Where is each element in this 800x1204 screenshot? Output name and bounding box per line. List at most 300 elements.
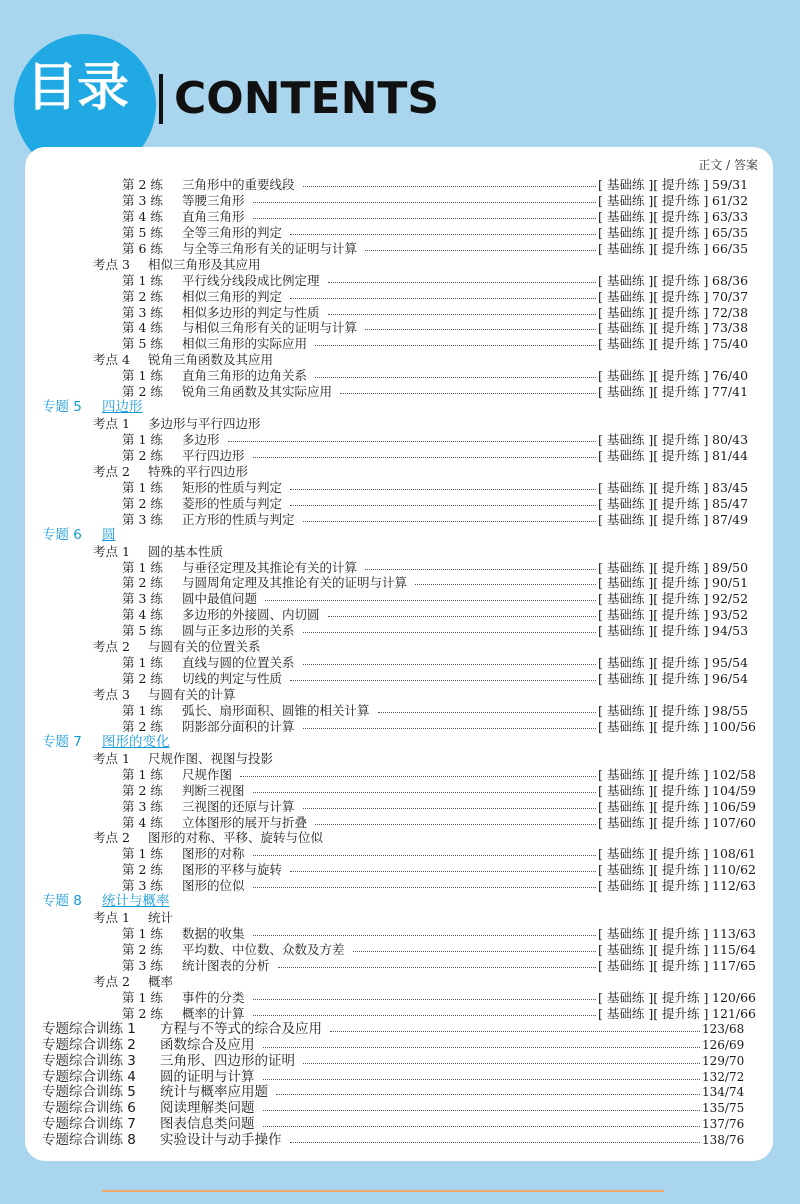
lesson-row[interactable] <box>0 815 800 831</box>
row-title: 实验设计与动手操作 <box>160 1132 282 1149</box>
row-title: 三角形中的重要线段 <box>182 177 295 192</box>
practice-tag: [ 基础练 ][ 提升练 ] <box>598 591 709 607</box>
page-numbers: 112/63 <box>712 878 756 894</box>
dot-leader <box>263 1038 701 1048</box>
row-label: 第 2 练 <box>122 942 163 957</box>
row-label: 考点 1 <box>93 910 130 926</box>
topic-row[interactable] <box>0 735 800 751</box>
lesson-row[interactable] <box>0 623 800 639</box>
dot-leader <box>365 320 596 330</box>
lesson-row[interactable] <box>0 958 800 974</box>
row-title: 概率 <box>148 973 174 989</box>
lesson-row[interactable] <box>0 368 800 384</box>
row-title: 等腰三角形 <box>182 192 245 208</box>
dot-leader <box>290 1133 701 1143</box>
page-numbers: 120/66 <box>712 989 756 1005</box>
page-numbers: 102/58 <box>712 766 756 782</box>
row-label: 第 3 练 <box>122 957 163 973</box>
practice-tag: [ 基础练 ][ 提升练 ] <box>598 320 709 336</box>
row-label: 第 1 练 <box>122 479 163 495</box>
lesson-row[interactable] <box>0 926 800 942</box>
page-numbers: 96/54 <box>712 671 749 687</box>
section-row[interactable] <box>0 910 800 926</box>
practice-tag: [ 基础练 ][ 提升练 ] <box>598 224 709 240</box>
row-label: 考点 3 <box>93 256 130 272</box>
row-title: 多边形 <box>182 432 220 447</box>
section-row[interactable] <box>0 751 800 767</box>
row-label: 第 4 练 <box>122 607 163 623</box>
row-label: 第 2 练 <box>122 1005 163 1021</box>
row-title: 与垂径定理及其推论有关的计算 <box>182 559 358 575</box>
lesson-row[interactable] <box>0 846 800 862</box>
lesson-row[interactable] <box>0 607 800 623</box>
dot-leader <box>330 1022 700 1032</box>
section-row[interactable] <box>0 544 800 560</box>
lesson-row[interactable] <box>0 496 800 512</box>
lesson-row[interactable] <box>0 432 800 448</box>
row-label: 第 1 练 <box>122 702 163 718</box>
dot-leader <box>290 225 596 235</box>
row-title: 多边形的外接圆、内切圆 <box>182 607 320 623</box>
row-label: 第 2 练 <box>122 177 163 192</box>
row-label: 第 1 练 <box>122 846 163 862</box>
practice-tag: [ 基础练 ][ 提升练 ] <box>598 718 709 734</box>
dot-leader <box>290 671 596 681</box>
row-title: 图形的位似 <box>182 878 245 894</box>
row-label: 第 3 练 <box>122 192 163 208</box>
dot-leader <box>253 990 596 1000</box>
dot-leader <box>303 623 596 633</box>
row-title: 图形的对称 <box>182 846 245 862</box>
dot-leader <box>228 432 596 442</box>
page-numbers: 63/33 <box>712 208 749 224</box>
page-numbers: 94/53 <box>712 623 749 639</box>
page-numbers: 108/61 <box>712 846 756 862</box>
lesson-row[interactable] <box>0 575 800 591</box>
row-title: 阴影部分面积的计算 <box>182 718 295 734</box>
practice-tag: [ 基础练 ][ 提升练 ] <box>598 957 709 973</box>
page-numbers: 126/69 <box>702 1037 745 1052</box>
section-row[interactable] <box>0 416 800 432</box>
lesson-row[interactable] <box>0 942 800 958</box>
row-title: 图形的对称、平移、旋转与位似 <box>148 830 324 846</box>
row-label: 第 1 练 <box>122 989 163 1005</box>
page-numbers: 137/76 <box>702 1117 745 1132</box>
row-label: 第 2 练 <box>122 447 163 463</box>
row-label: 考点 2 <box>93 973 130 989</box>
row-label: 专题综合训练 6 <box>42 1100 136 1117</box>
practice-tag: [ 基础练 ][ 提升练 ] <box>598 208 709 224</box>
comprehensive-row[interactable] <box>0 1117 800 1133</box>
practice-tag: [ 基础练 ][ 提升练 ] <box>598 846 709 862</box>
page-numbers: 113/63 <box>712 926 756 942</box>
row-label: 第 2 练 <box>122 384 163 400</box>
row-label: 考点 1 <box>93 543 130 559</box>
dot-leader <box>340 384 596 394</box>
topic-row[interactable] <box>0 894 800 910</box>
row-label: 第 2 练 <box>122 575 163 591</box>
title-en: CONTENTS <box>174 73 440 124</box>
dot-leader <box>303 177 596 187</box>
row-title: 圆 <box>102 526 116 543</box>
row-title: 统计与概率 <box>102 893 170 910</box>
row-title: 矩形的性质与判定 <box>182 479 283 495</box>
page-numbers: 100/56 <box>712 718 756 734</box>
lesson-row[interactable] <box>0 209 800 225</box>
row-title: 阅读理解类问题 <box>160 1100 255 1117</box>
dot-leader <box>263 1117 701 1127</box>
practice-tag: [ 基础练 ][ 提升练 ] <box>598 878 709 894</box>
practice-tag: [ 基础练 ][ 提升练 ] <box>598 511 709 527</box>
lesson-row[interactable] <box>0 305 800 321</box>
practice-tag: [ 基础练 ][ 提升练 ] <box>598 575 709 591</box>
row-title: 函数综合及应用 <box>160 1036 255 1053</box>
lesson-row[interactable] <box>0 336 800 352</box>
page-numbers: 66/35 <box>712 240 749 256</box>
lesson-row[interactable] <box>0 1006 800 1022</box>
topic-row[interactable] <box>0 528 800 544</box>
row-label: 第 2 练 <box>122 718 163 734</box>
section-row[interactable] <box>0 257 800 273</box>
dot-leader <box>315 815 596 825</box>
row-title: 图形的平移与旋转 <box>182 862 283 878</box>
row-title: 相似多边形的判定与性质 <box>182 304 320 320</box>
dot-leader <box>278 958 596 968</box>
row-title: 图形的变化 <box>102 733 170 750</box>
comprehensive-row[interactable] <box>0 1022 800 1038</box>
page-numbers: 68/36 <box>712 272 749 288</box>
row-title: 立体图形的展开与折叠 <box>182 814 308 830</box>
page-numbers: 98/55 <box>712 702 749 718</box>
row-label: 考点 4 <box>93 352 130 368</box>
row-title: 与圆有关的位置关系 <box>148 639 261 655</box>
page-numbers: 134/74 <box>702 1085 745 1100</box>
practice-tag: [ 基础练 ][ 提升练 ] <box>598 304 709 320</box>
lesson-row[interactable] <box>0 177 800 193</box>
row-title: 圆的证明与计算 <box>160 1068 255 1085</box>
lesson-row[interactable] <box>0 273 800 289</box>
row-label: 第 1 练 <box>122 655 163 671</box>
comprehensive-row[interactable] <box>0 1101 800 1117</box>
practice-tag: [ 基础练 ][ 提升练 ] <box>598 607 709 623</box>
row-label: 考点 2 <box>93 639 130 655</box>
row-label: 考点 2 <box>93 463 130 479</box>
dot-leader <box>253 448 596 458</box>
row-label: 专题综合训练 1 <box>42 1020 136 1037</box>
dot-leader <box>328 305 596 315</box>
row-title: 多边形与平行四边形 <box>148 416 261 432</box>
page-numbers: 123/68 <box>702 1021 745 1036</box>
practice-tag: [ 基础练 ][ 提升练 ] <box>598 177 709 192</box>
dot-leader <box>265 591 596 601</box>
row-label: 第 4 练 <box>122 814 163 830</box>
row-label: 第 1 练 <box>122 432 163 447</box>
row-label: 专题 6 <box>42 526 82 543</box>
dot-leader <box>328 607 596 617</box>
practice-tag: [ 基础练 ][ 提升练 ] <box>598 989 709 1005</box>
comprehensive-row[interactable] <box>0 1085 800 1101</box>
row-label: 第 3 练 <box>122 591 163 607</box>
dot-leader <box>303 799 596 809</box>
dot-leader <box>303 655 596 665</box>
dot-leader <box>253 926 596 936</box>
lesson-row[interactable] <box>0 719 800 735</box>
row-title: 统计与概率应用题 <box>160 1084 268 1101</box>
row-title: 与圆有关的计算 <box>148 687 236 702</box>
page-numbers: 107/60 <box>712 814 756 830</box>
dot-leader <box>276 1085 700 1095</box>
page-numbers: 138/76 <box>702 1133 745 1148</box>
page-numbers: 87/49 <box>712 511 749 527</box>
practice-tag: [ 基础练 ][ 提升练 ] <box>598 336 709 352</box>
page-numbers: 72/38 <box>712 304 749 320</box>
page-numbers: 117/65 <box>712 957 756 973</box>
section-row[interactable] <box>0 464 800 480</box>
row-title: 与全等三角形有关的证明与计算 <box>182 240 358 256</box>
dot-leader <box>290 496 596 506</box>
practice-tag: [ 基础练 ][ 提升练 ] <box>598 432 709 447</box>
row-label: 第 2 练 <box>122 288 163 304</box>
practice-tag: [ 基础练 ][ 提升练 ] <box>598 288 709 304</box>
practice-tag: [ 基础练 ][ 提升练 ] <box>598 623 709 639</box>
lesson-row[interactable] <box>0 289 800 305</box>
row-title: 相似三角形及其应用 <box>148 256 261 272</box>
section-row[interactable] <box>0 639 800 655</box>
practice-tag: [ 基础练 ][ 提升练 ] <box>598 926 709 942</box>
dot-leader <box>365 241 596 251</box>
practice-tag: [ 基础练 ][ 提升练 ] <box>598 272 709 288</box>
row-label: 专题 5 <box>42 399 82 416</box>
lesson-row[interactable] <box>0 512 800 528</box>
row-title: 平均数、中位数、众数及方差 <box>182 942 345 957</box>
row-title: 菱形的性质与判定 <box>182 495 283 511</box>
lesson-row[interactable] <box>0 990 800 1006</box>
dot-leader <box>328 273 596 283</box>
page-numbers: 59/31 <box>712 177 749 192</box>
lesson-row[interactable] <box>0 560 800 576</box>
row-label: 第 3 练 <box>122 878 163 894</box>
page-numbers: 76/40 <box>712 368 749 384</box>
row-label: 专题 7 <box>42 733 82 750</box>
section-row[interactable] <box>0 830 800 846</box>
page-numbers: 90/51 <box>712 575 749 591</box>
comprehensive-row[interactable] <box>0 1133 800 1149</box>
column-header: 正文 / 答案 <box>698 158 758 172</box>
practice-tag: [ 基础练 ][ 提升练 ] <box>598 384 709 400</box>
row-title: 与相似三角形有关的证明与计算 <box>182 320 358 336</box>
dot-leader <box>253 846 596 856</box>
comprehensive-row[interactable] <box>0 1054 800 1070</box>
page-numbers: 75/40 <box>712 336 749 352</box>
lesson-row[interactable] <box>0 767 800 783</box>
row-label: 第 4 练 <box>122 320 163 336</box>
row-title: 全等三角形的判定 <box>182 224 283 240</box>
practice-tag: [ 基础练 ][ 提升练 ] <box>598 814 709 830</box>
practice-tag: [ 基础练 ][ 提升练 ] <box>598 671 709 687</box>
practice-tag: [ 基础练 ][ 提升练 ] <box>598 942 709 957</box>
row-title: 直角三角形 <box>182 208 245 224</box>
row-label: 第 1 练 <box>122 272 163 288</box>
toc-list <box>0 177 800 1149</box>
row-label: 考点 1 <box>93 416 130 432</box>
practice-tag: [ 基础练 ][ 提升练 ] <box>598 766 709 782</box>
row-title: 锐角三角函数及其应用 <box>148 352 274 368</box>
row-label: 第 6 练 <box>122 240 163 256</box>
row-title: 正方形的性质与判定 <box>182 511 295 527</box>
dot-leader <box>303 512 596 522</box>
row-title: 概率的计算 <box>182 1005 245 1021</box>
page-numbers: 93/52 <box>712 607 749 623</box>
row-label: 第 1 练 <box>122 926 163 942</box>
page-numbers: 89/50 <box>712 559 749 575</box>
row-title: 尺规作图、视图与投影 <box>148 750 274 766</box>
practice-tag: [ 基础练 ][ 提升练 ] <box>598 655 709 671</box>
row-title: 数据的收集 <box>182 926 245 942</box>
lesson-row[interactable] <box>0 225 800 241</box>
lesson-row[interactable] <box>0 671 800 687</box>
page-numbers: 132/72 <box>702 1069 745 1084</box>
dot-leader <box>290 862 596 872</box>
row-label: 第 1 练 <box>122 766 163 782</box>
dot-leader <box>253 878 596 888</box>
dot-leader <box>303 719 596 729</box>
practice-tag: [ 基础练 ][ 提升练 ] <box>598 862 709 878</box>
title-cn: 目录 <box>26 58 129 118</box>
lesson-row[interactable] <box>0 384 800 400</box>
row-label: 第 3 练 <box>122 798 163 814</box>
dot-leader <box>240 767 596 777</box>
row-label: 第 3 练 <box>122 511 163 527</box>
practice-tag: [ 基础练 ][ 提升练 ] <box>598 702 709 718</box>
page-numbers: 77/41 <box>712 384 749 400</box>
practice-tag: [ 基础练 ][ 提升练 ] <box>598 1005 709 1021</box>
dot-leader <box>263 1101 701 1111</box>
lesson-row[interactable] <box>0 799 800 815</box>
row-title: 相似三角形的判定 <box>182 288 283 304</box>
row-label: 专题综合训练 8 <box>42 1132 136 1149</box>
row-title: 统计图表的分析 <box>182 957 270 973</box>
row-title: 三角形、四边形的证明 <box>160 1052 295 1069</box>
row-title: 圆中最值问题 <box>182 591 258 607</box>
page-numbers: 106/59 <box>712 798 756 814</box>
page-numbers: 135/75 <box>702 1101 745 1116</box>
page-numbers: 115/64 <box>712 942 756 957</box>
dot-leader <box>353 942 596 952</box>
page-numbers: 121/66 <box>712 1005 756 1021</box>
practice-tag: [ 基础练 ][ 提升练 ] <box>598 479 709 495</box>
lesson-row[interactable] <box>0 862 800 878</box>
row-label: 第 5 练 <box>122 623 163 639</box>
row-title: 判断三视图 <box>182 782 245 798</box>
dot-leader <box>263 1070 701 1080</box>
row-label: 第 2 练 <box>122 495 163 511</box>
row-label: 考点 2 <box>93 830 130 846</box>
comprehensive-row[interactable] <box>0 1038 800 1054</box>
row-label: 第 3 练 <box>122 304 163 320</box>
row-label: 第 2 练 <box>122 782 163 798</box>
row-title: 切线的判定与性质 <box>182 671 283 687</box>
page-numbers: 70/37 <box>712 288 749 304</box>
row-title: 事件的分类 <box>182 989 245 1005</box>
lesson-row[interactable] <box>0 703 800 719</box>
section-row[interactable] <box>0 974 800 990</box>
lesson-row[interactable] <box>0 193 800 209</box>
lesson-row[interactable] <box>0 655 800 671</box>
lesson-row[interactable] <box>0 241 800 257</box>
practice-tag: [ 基础练 ][ 提升练 ] <box>598 447 709 463</box>
practice-tag: [ 基础练 ][ 提升练 ] <box>598 192 709 208</box>
lesson-row[interactable] <box>0 320 800 336</box>
row-title: 平行四边形 <box>182 447 245 463</box>
row-label: 专题综合训练 3 <box>42 1052 136 1069</box>
lesson-row[interactable] <box>0 878 800 894</box>
page-numbers: 80/43 <box>712 432 749 447</box>
section-row[interactable] <box>0 687 800 703</box>
row-label: 专题综合训练 7 <box>42 1116 136 1133</box>
row-title: 锐角三角函数及其实际应用 <box>182 384 333 400</box>
page-numbers: 81/44 <box>712 447 749 463</box>
row-label: 第 2 练 <box>122 862 163 878</box>
dot-leader <box>303 1054 700 1064</box>
dot-leader <box>290 289 596 299</box>
practice-tag: [ 基础练 ][ 提升练 ] <box>598 782 709 798</box>
dot-leader <box>315 336 596 346</box>
section-row[interactable] <box>0 352 800 368</box>
row-label: 第 1 练 <box>122 368 163 384</box>
row-title: 弧长、扇形面积、圆锥的相关计算 <box>182 702 370 718</box>
row-title: 与圆周角定理及其推论有关的证明与计算 <box>182 575 408 591</box>
row-label: 考点 3 <box>93 687 130 702</box>
practice-tag: [ 基础练 ][ 提升练 ] <box>598 559 709 575</box>
page-numbers: 104/59 <box>712 782 756 798</box>
dot-leader <box>290 480 596 490</box>
page-numbers: 85/47 <box>712 495 749 511</box>
lesson-row[interactable] <box>0 591 800 607</box>
dot-leader <box>253 1006 596 1016</box>
row-title: 特殊的平行四边形 <box>148 463 249 479</box>
lesson-row[interactable] <box>0 783 800 799</box>
row-title: 尺规作图 <box>182 766 233 782</box>
dot-leader <box>365 560 596 570</box>
row-label: 第 4 练 <box>122 208 163 224</box>
page-numbers: 95/54 <box>712 655 749 671</box>
dot-leader <box>253 193 596 203</box>
dot-leader <box>253 209 596 219</box>
row-label: 第 1 练 <box>122 559 163 575</box>
practice-tag: [ 基础练 ][ 提升练 ] <box>598 368 709 384</box>
page-numbers: 110/62 <box>712 862 756 878</box>
comprehensive-row[interactable] <box>0 1070 800 1086</box>
row-title: 直线与圆的位置关系 <box>182 655 295 671</box>
page-numbers: 65/35 <box>712 224 749 240</box>
row-title: 图表信息类问题 <box>160 1116 255 1133</box>
row-label: 第 2 练 <box>122 671 163 687</box>
topic-row[interactable] <box>0 400 800 416</box>
bottom-decor-line <box>102 1190 664 1192</box>
lesson-row[interactable] <box>0 448 800 464</box>
row-title: 平行线分线段成比例定理 <box>182 272 320 288</box>
row-label: 专题综合训练 2 <box>42 1036 136 1053</box>
lesson-row[interactable] <box>0 480 800 496</box>
practice-tag: [ 基础练 ][ 提升练 ] <box>598 798 709 814</box>
dot-leader <box>315 368 596 378</box>
practice-tag: [ 基础练 ][ 提升练 ] <box>598 240 709 256</box>
dot-leader <box>415 575 596 585</box>
page-numbers: 61/32 <box>712 192 749 208</box>
row-title: 方程与不等式的综合及应用 <box>160 1020 322 1037</box>
row-title: 相似三角形的实际应用 <box>182 336 308 352</box>
page-numbers: 92/52 <box>712 591 749 607</box>
